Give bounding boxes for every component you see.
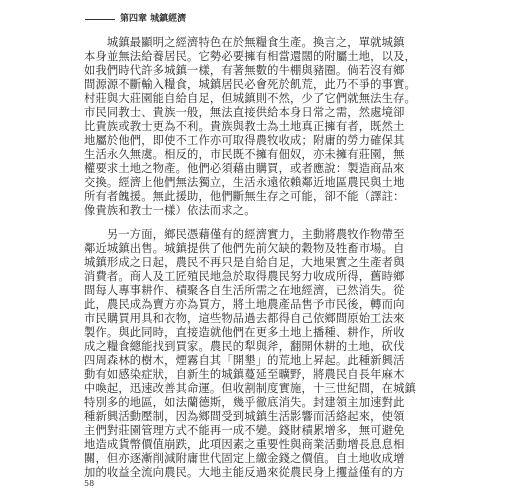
running-header: [85, 14, 186, 24]
text-line: 比貴族或教士更為不利。貴族與教士為土地真正擁有者，既然土: [84, 120, 405, 133]
text-line: 中喚起，迅速改善其命運。但收割制度實施，十三世紀間，在城鎮: [84, 382, 416, 395]
text-line: 像貴族和教士一樣）依法而求之。: [84, 204, 256, 217]
text-line: 加的收益全流向農民。大地主能反過來從農民身上攫益僅有的方: [84, 466, 405, 479]
text-line: 種新興活動壓制，因為鄉間受到城鎮生活影響而活絡起來，使領: [84, 410, 405, 423]
chapter-title: 第四章 城鎮經濟: [120, 14, 187, 24]
text-line: 主們對莊園管理方式不能再一成不變。錢財積累增多，無可避免: [84, 424, 405, 437]
header-rule: [85, 19, 115, 20]
text-line: 特別多的地區，如法蘭德斯，幾乎徹底消失。封建領主加速對此: [84, 396, 405, 409]
text-line: 如我們時代許多城鎮一樣，有著無數的牛棚與豬圈。倘若沒有鄉: [84, 64, 405, 77]
text-line: 生活永久無虞。相反的，市民既不擁有佃奴，亦未擁有莊園，無: [84, 148, 405, 161]
text-line: 間每人專事耕作、積聚各自生活所需之在地經濟，已然消失。從: [84, 284, 405, 297]
text-line: 製作。與此同時，直接造就他們在更多土地上播種、耕作，所收: [84, 326, 405, 339]
body-text: [84, 36, 446, 480]
text-line: 地屬於他們，即使不工作亦可取得農牧收成；附庸的勞力確保其: [84, 134, 405, 147]
text-line: 交換。經濟上他們無法獨立，生活永遠依賴鄰近地區農民與土地: [84, 176, 405, 189]
text-line: 城鎮形成之日起，農民不再只是自給自足，大地果實之生產者與: [84, 256, 405, 269]
text-line: 間源源不斷輸入糧食，城鎮居民必會死於飢荒，此乃不爭的事實。: [84, 78, 416, 91]
text-line: 權要求土地之物產。他們必須藉由購買，或者應說：製造商品來: [84, 162, 405, 175]
text-line: 本身並無法給養居民。它勢必要擁有相當還闊的附屬土地，以及，: [84, 50, 416, 63]
text-line: 城鎮最顯明之經濟特色在於無糧食生產。換言之，單就城鎮: [84, 36, 405, 49]
text-line: 鄰近城鎮出售。城鎮提供了他們先前欠缺的穀物及牲畜市場。自: [84, 242, 405, 255]
text-line: 市民購買用具和衣物，這些物品過去都得自己依鄉間原始工法來: [84, 312, 405, 325]
text-line: 另一方面，鄉民憑藉僅有的經濟實力，主動將農牧作物帶至: [84, 228, 405, 241]
text-line: 地造成貨幣價值崩跌，此項因素之重要性與商業活動增長息息相: [84, 438, 405, 451]
text-line: 村莊與大莊園能自給自足，但城鎮則不然，少了它們就無法生存。: [84, 92, 416, 105]
text-line: 市民同教士、貴族一般，無法直接供給本身日常之需，然處境卻: [84, 106, 405, 119]
text-line: 四周森林的樹木，煙霧自其「開墾」的荒地上昇起。此種新興活: [84, 354, 405, 367]
text-line: 關，但亦逐漸削減附庸世代固定上繳金錢之價值。自土地收成增: [84, 452, 405, 465]
text-line: 動有如感染症狀，自新生的城鎮蔓延至曠野，將農民自長年麻木: [84, 368, 405, 381]
text-line: 成之糧食總能找到買家。農民的犁與斧，翻開休耕的土地，砍伐: [84, 340, 405, 353]
text-line: 此，農民成為賣方亦為買方，將土地農產品售予市民後，轉而向: [84, 298, 405, 311]
page-number: 58: [84, 479, 95, 488]
text-line: 消費者。商人及工匠殖民地急於取得農民努力收成所得，舊時鄉: [84, 270, 405, 283]
paragraph: [84, 228, 446, 480]
text-line: 所有者餽援。無此援助，他們斷無生存之可能，卻不能（譯註：: [84, 190, 405, 203]
paragraph: [84, 36, 446, 218]
